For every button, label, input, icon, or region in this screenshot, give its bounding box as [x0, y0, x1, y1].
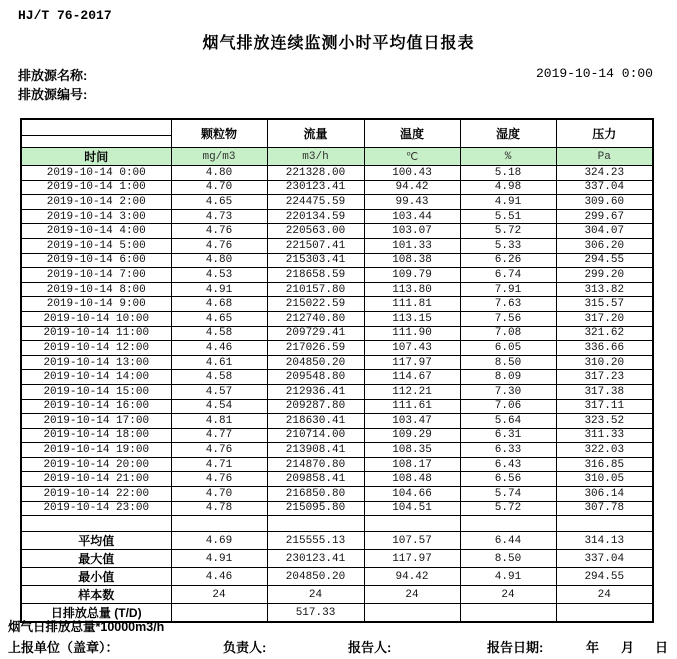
time-cell: 2019-10-14 2:00: [21, 195, 171, 210]
summary-value-cell: 215555.13: [267, 532, 364, 550]
value-cell: 4.65: [171, 311, 267, 326]
time-cell: 2019-10-14 19:00: [21, 443, 171, 458]
value-cell: 111.61: [364, 399, 460, 414]
summary-value-cell: 314.13: [556, 532, 653, 550]
value-cell: 6.05: [460, 341, 556, 356]
value-cell: 311.33: [556, 428, 653, 443]
time-cell: 2019-10-14 0:00: [21, 166, 171, 181]
time-cell: 2019-10-14 5:00: [21, 238, 171, 253]
value-cell: 109.79: [364, 268, 460, 283]
value-cell: 230123.41: [267, 180, 364, 195]
table-row: [21, 487, 653, 502]
value-cell: 113.15: [364, 311, 460, 326]
table-row: [21, 195, 653, 210]
value-cell: 316.85: [556, 457, 653, 472]
summary-value-cell: 94.42: [364, 568, 460, 586]
value-cell: 309.60: [556, 195, 653, 210]
summary-label: 平均值: [21, 532, 171, 550]
value-cell: 8.09: [460, 370, 556, 385]
value-cell: 4.98: [460, 180, 556, 195]
value-cell: 294.55: [556, 253, 653, 268]
source-code-label: 排放源编号:: [18, 87, 88, 102]
time-cell: 2019-10-14 1:00: [21, 180, 171, 195]
value-cell: 4.76: [171, 224, 267, 239]
value-cell: 215303.41: [267, 253, 364, 268]
table-row: [21, 443, 653, 458]
value-cell: 4.76: [171, 238, 267, 253]
value-cell: 221507.41: [267, 238, 364, 253]
value-cell: 306.20: [556, 238, 653, 253]
value-cell: 4.80: [171, 253, 267, 268]
time-cell: 2019-10-14 17:00: [21, 414, 171, 429]
table-header: [21, 119, 653, 166]
table-row: [21, 384, 653, 399]
spacer-cell: [21, 516, 171, 532]
table-row: [21, 428, 653, 443]
value-cell: 209548.80: [267, 370, 364, 385]
column-header-humidity: 湿度: [460, 119, 556, 148]
table-row: [21, 399, 653, 414]
value-cell: 299.20: [556, 268, 653, 283]
value-cell: 5.33: [460, 238, 556, 253]
report-unit-label: 上报单位（盖章）：: [8, 640, 119, 655]
value-cell: 214870.80: [267, 457, 364, 472]
unit-row: [21, 148, 653, 166]
unit-cell-pm: mg/m3: [171, 148, 267, 166]
value-cell: 221328.00: [267, 166, 364, 181]
value-cell: 4.58: [171, 326, 267, 341]
value-cell: 4.76: [171, 472, 267, 487]
table-row: [21, 501, 653, 516]
source-name-label: 排放源名称:: [18, 68, 88, 83]
value-cell: 103.47: [364, 414, 460, 429]
value-cell: 204850.20: [267, 355, 364, 370]
pollutant-name-row: [21, 119, 653, 135]
summary-value-cell: 4.46: [171, 568, 267, 586]
report-date-label: 报告日期:: [487, 640, 544, 655]
value-cell: 4.77: [171, 428, 267, 443]
value-cell: 317.38: [556, 384, 653, 399]
summary-value-cell: [460, 604, 556, 623]
unit-cell-temperature: ℃: [364, 148, 460, 166]
value-cell: 317.23: [556, 370, 653, 385]
year-label: 年: [586, 640, 600, 655]
value-cell: 107.43: [364, 341, 460, 356]
table-row: [21, 326, 653, 341]
value-cell: 209729.41: [267, 326, 364, 341]
spacer-row: [21, 516, 653, 532]
value-cell: 218658.59: [267, 268, 364, 283]
table-row: [21, 224, 653, 239]
summary-label: 日排放总量 (T/D): [21, 604, 171, 623]
table-row: [21, 457, 653, 472]
summary-value-cell: 24: [364, 586, 460, 604]
value-cell: 220563.00: [267, 224, 364, 239]
data-rows: [21, 166, 653, 623]
value-cell: 6.33: [460, 443, 556, 458]
time-cell: 2019-10-14 11:00: [21, 326, 171, 341]
time-cell: 2019-10-14 13:00: [21, 355, 171, 370]
value-cell: 113.80: [364, 282, 460, 297]
value-cell: 212740.80: [267, 311, 364, 326]
table-row: [21, 238, 653, 253]
column-header-temperature: 温度: [364, 119, 460, 148]
value-cell: 336.66: [556, 341, 653, 356]
summary-value-cell: [171, 604, 267, 623]
value-cell: 304.07: [556, 224, 653, 239]
value-cell: 108.38: [364, 253, 460, 268]
value-cell: 94.42: [364, 180, 460, 195]
spacer-cell: [171, 516, 267, 532]
value-cell: 215022.59: [267, 297, 364, 312]
column-header-pm: 颗粒物: [171, 119, 267, 148]
summary-value-cell: 294.55: [556, 568, 653, 586]
spacer-cell: [267, 516, 364, 532]
value-cell: 313.82: [556, 282, 653, 297]
value-cell: 5.51: [460, 209, 556, 224]
time-cell: 2019-10-14 3:00: [21, 209, 171, 224]
summary-value-cell: 24: [556, 586, 653, 604]
value-cell: 111.90: [364, 326, 460, 341]
time-cell: 2019-10-14 9:00: [21, 297, 171, 312]
value-cell: 7.91: [460, 282, 556, 297]
time-cell: 2019-10-14 22:00: [21, 487, 171, 502]
value-cell: 7.30: [460, 384, 556, 399]
time-cell: 2019-10-14 4:00: [21, 224, 171, 239]
table-row: [21, 268, 653, 283]
value-cell: 100.43: [364, 166, 460, 181]
table-row: [21, 180, 653, 195]
value-cell: 209858.41: [267, 472, 364, 487]
time-cell: 2019-10-14 14:00: [21, 370, 171, 385]
value-cell: 5.74: [460, 487, 556, 502]
summary-value-cell: 24: [267, 586, 364, 604]
time-cell: 2019-10-14 23:00: [21, 501, 171, 516]
time-cell: 2019-10-14 15:00: [21, 384, 171, 399]
value-cell: 210714.00: [267, 428, 364, 443]
footer-note: 烟气日排放总量*10000m3/h: [8, 620, 165, 634]
value-cell: 7.06: [460, 399, 556, 414]
value-cell: 4.76: [171, 443, 267, 458]
value-cell: 4.53: [171, 268, 267, 283]
footer-signature-line: [0, 637, 677, 655]
summary-label: 样本数: [21, 586, 171, 604]
summary-value-cell: 117.97: [364, 550, 460, 568]
value-cell: 4.70: [171, 180, 267, 195]
value-cell: 317.20: [556, 311, 653, 326]
summary-value-cell: 230123.41: [267, 550, 364, 568]
time-cell: 2019-10-14 16:00: [21, 399, 171, 414]
value-cell: 4.80: [171, 166, 267, 181]
summary-row: [21, 550, 653, 568]
value-cell: 99.43: [364, 195, 460, 210]
value-cell: 322.03: [556, 443, 653, 458]
value-cell: 7.63: [460, 297, 556, 312]
time-cell: 2019-10-14 8:00: [21, 282, 171, 297]
value-cell: 4.68: [171, 297, 267, 312]
value-cell: 324.23: [556, 166, 653, 181]
value-cell: 108.48: [364, 472, 460, 487]
value-cell: 8.50: [460, 355, 556, 370]
value-cell: 315.57: [556, 297, 653, 312]
value-cell: 4.91: [460, 195, 556, 210]
value-cell: 210157.80: [267, 282, 364, 297]
summary-row: [21, 532, 653, 550]
time-cell: 2019-10-14 18:00: [21, 428, 171, 443]
day-label: 日: [655, 640, 669, 655]
summary-value-cell: 107.57: [364, 532, 460, 550]
monitoring-table: [20, 118, 654, 623]
value-cell: 4.71: [171, 457, 267, 472]
value-cell: 101.33: [364, 238, 460, 253]
table-row: [21, 341, 653, 356]
summary-value-cell: 204850.20: [267, 568, 364, 586]
value-cell: 103.07: [364, 224, 460, 239]
time-header-blank-bottom: [21, 135, 171, 147]
value-cell: 6.56: [460, 472, 556, 487]
value-cell: 307.78: [556, 501, 653, 516]
table-row: [21, 282, 653, 297]
value-cell: 4.78: [171, 501, 267, 516]
summary-label: 最小值: [21, 568, 171, 586]
value-cell: 6.31: [460, 428, 556, 443]
spacer-cell: [460, 516, 556, 532]
time-cell: 2019-10-14 7:00: [21, 268, 171, 283]
value-cell: 321.62: [556, 326, 653, 341]
summary-value-cell: 8.50: [460, 550, 556, 568]
value-cell: 224475.59: [267, 195, 364, 210]
table-row: [21, 414, 653, 429]
summary-value-cell: 24: [171, 586, 267, 604]
unit-cell-humidity: %: [460, 148, 556, 166]
table-row: [21, 253, 653, 268]
summary-value-cell: 24: [460, 586, 556, 604]
value-cell: 4.70: [171, 487, 267, 502]
value-cell: 108.17: [364, 457, 460, 472]
value-cell: 6.74: [460, 268, 556, 283]
value-cell: 5.72: [460, 224, 556, 239]
value-cell: 4.57: [171, 384, 267, 399]
value-cell: 103.44: [364, 209, 460, 224]
value-cell: 216850.80: [267, 487, 364, 502]
summary-row: [21, 586, 653, 604]
value-cell: 306.14: [556, 487, 653, 502]
summary-value-cell: 4.91: [171, 550, 267, 568]
standard-code: HJ/T 76-2017: [18, 8, 112, 23]
summary-value-cell: 6.44: [460, 532, 556, 550]
table-row: [21, 472, 653, 487]
report-title: 烟气排放连续监测小时平均值日报表: [202, 35, 475, 52]
value-cell: 7.08: [460, 326, 556, 341]
value-cell: 310.05: [556, 472, 653, 487]
time-header-blank-top: [21, 119, 171, 135]
value-cell: 4.91: [171, 282, 267, 297]
value-cell: 117.97: [364, 355, 460, 370]
value-cell: 213908.41: [267, 443, 364, 458]
value-cell: 111.81: [364, 297, 460, 312]
value-cell: 218630.41: [267, 414, 364, 429]
value-cell: 108.35: [364, 443, 460, 458]
value-cell: 220134.59: [267, 209, 364, 224]
value-cell: 104.51: [364, 501, 460, 516]
time-cell: 2019-10-14 21:00: [21, 472, 171, 487]
reporter-label: 报告人:: [348, 640, 392, 655]
time-cell: 2019-10-14 12:00: [21, 341, 171, 356]
summary-value-cell: 4.91: [460, 568, 556, 586]
summary-value-cell: 4.69: [171, 532, 267, 550]
time-cell: 2019-10-14 10:00: [21, 311, 171, 326]
value-cell: 5.18: [460, 166, 556, 181]
manager-label: 负责人:: [223, 640, 267, 655]
value-cell: 112.21: [364, 384, 460, 399]
summary-row: [21, 568, 653, 586]
value-cell: 4.73: [171, 209, 267, 224]
value-cell: 337.04: [556, 180, 653, 195]
table-row: [21, 297, 653, 312]
value-cell: 310.20: [556, 355, 653, 370]
value-cell: 109.29: [364, 428, 460, 443]
value-cell: 215095.80: [267, 501, 364, 516]
table-row: [21, 209, 653, 224]
value-cell: 212936.41: [267, 384, 364, 399]
unit-cell-flow: m3/h: [267, 148, 364, 166]
summary-value-cell: 337.04: [556, 550, 653, 568]
value-cell: 317.11: [556, 399, 653, 414]
time-cell: 2019-10-14 20:00: [21, 457, 171, 472]
spacer-cell: [556, 516, 653, 532]
value-cell: 4.65: [171, 195, 267, 210]
spacer-cell: [364, 516, 460, 532]
unit-cell-pressure: Pa: [556, 148, 653, 166]
value-cell: 5.72: [460, 501, 556, 516]
value-cell: 7.56: [460, 311, 556, 326]
value-cell: 4.54: [171, 399, 267, 414]
value-cell: 323.52: [556, 414, 653, 429]
table-row: [21, 370, 653, 385]
value-cell: 217026.59: [267, 341, 364, 356]
month-label: 月: [621, 640, 635, 655]
table-row: [21, 355, 653, 370]
table-row: [21, 166, 653, 181]
summary-label: 最大值: [21, 550, 171, 568]
table-row: [21, 311, 653, 326]
summary-value-cell: [556, 604, 653, 623]
value-cell: 6.43: [460, 457, 556, 472]
value-cell: 4.81: [171, 414, 267, 429]
value-cell: 4.58: [171, 370, 267, 385]
value-cell: 5.64: [460, 414, 556, 429]
value-cell: 114.67: [364, 370, 460, 385]
summary-value-cell: [364, 604, 460, 623]
value-cell: 6.26: [460, 253, 556, 268]
summary-value-cell: 517.33: [267, 604, 364, 623]
time-cell: 2019-10-14 6:00: [21, 253, 171, 268]
value-cell: 299.67: [556, 209, 653, 224]
value-cell: 104.66: [364, 487, 460, 502]
value-cell: 4.61: [171, 355, 267, 370]
report-datetime: 2019-10-14 0:00: [535, 66, 653, 81]
value-cell: 4.46: [171, 341, 267, 356]
time-header: 时间: [21, 148, 171, 166]
value-cell: 209287.80: [267, 399, 364, 414]
column-header-pressure: 压力: [556, 119, 653, 148]
column-header-flow: 流量: [267, 119, 364, 148]
